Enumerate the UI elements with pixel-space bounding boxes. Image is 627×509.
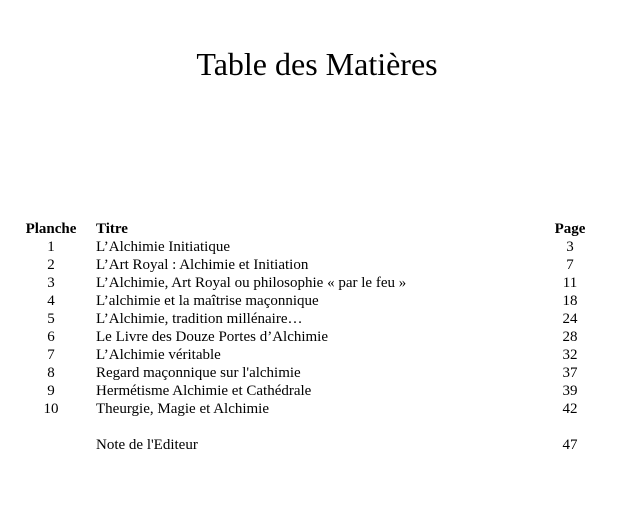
entry-title: Theurgie, Magie et Alchimie (96, 401, 270, 417)
table-of-contents (0, 220, 627, 454)
toc-row (0, 310, 627, 328)
toc-row (0, 274, 627, 292)
page-number: 28 (562, 329, 578, 345)
toc-row (0, 400, 627, 418)
planche-column-header: Planche (25, 221, 77, 237)
page-number: 32 (562, 347, 578, 363)
planche-number: 5 (47, 311, 55, 327)
planche-number: 2 (47, 257, 55, 273)
toc-header-row (0, 220, 627, 238)
toc-row (0, 328, 627, 346)
toc-row (0, 364, 627, 382)
page-number: 39 (562, 383, 578, 399)
toc-row (0, 238, 627, 256)
toc-note-row (0, 436, 627, 454)
planche-number: 10 (43, 401, 59, 417)
planche-number: 6 (47, 329, 55, 345)
page-number: 24 (562, 311, 578, 327)
planche-number: 9 (47, 383, 55, 399)
page-number: 37 (562, 365, 578, 381)
page-number: 11 (562, 275, 578, 291)
planche-number: 3 (47, 275, 55, 291)
entry-title: Hermétisme Alchimie et Cathédrale (96, 383, 312, 399)
planche-number: 7 (47, 347, 55, 363)
entry-title: L’Alchimie Initiatique (96, 239, 230, 255)
entry-title: Le Livre des Douze Portes d’Alchimie (96, 329, 329, 345)
entry-title: L’Alchimie, Art Royal ou philosophie « par le feu » (96, 275, 407, 291)
note-title: Note de l'Editeur (96, 437, 198, 453)
toc-spacer (0, 418, 627, 436)
planche-number: 8 (47, 365, 55, 381)
page-number: 3 (566, 239, 574, 255)
toc-row (0, 382, 627, 400)
page-number: 42 (562, 401, 578, 417)
planche-number: 4 (47, 293, 55, 309)
note-page-number: 47 (562, 437, 578, 453)
entry-title: L’Alchimie véritable (96, 347, 221, 363)
entry-title: Regard maçonnique sur l'alchimie (96, 365, 301, 381)
page-number: 18 (562, 293, 578, 309)
titre-column-header: Titre (96, 221, 128, 237)
page-column-header: Page (554, 221, 586, 237)
toc-row (0, 346, 627, 364)
page-number: 7 (566, 257, 574, 273)
page-title: Table des Matières (196, 46, 438, 82)
toc-row (0, 292, 627, 310)
entry-title: L’Art Royal : Alchimie et Initiation (96, 257, 309, 273)
planche-number: 1 (47, 239, 55, 255)
entry-title: L’alchimie et la maîtrise maçonnique (96, 293, 319, 309)
toc-row (0, 256, 627, 274)
entry-title: L’Alchimie, tradition millénaire… (96, 311, 303, 327)
